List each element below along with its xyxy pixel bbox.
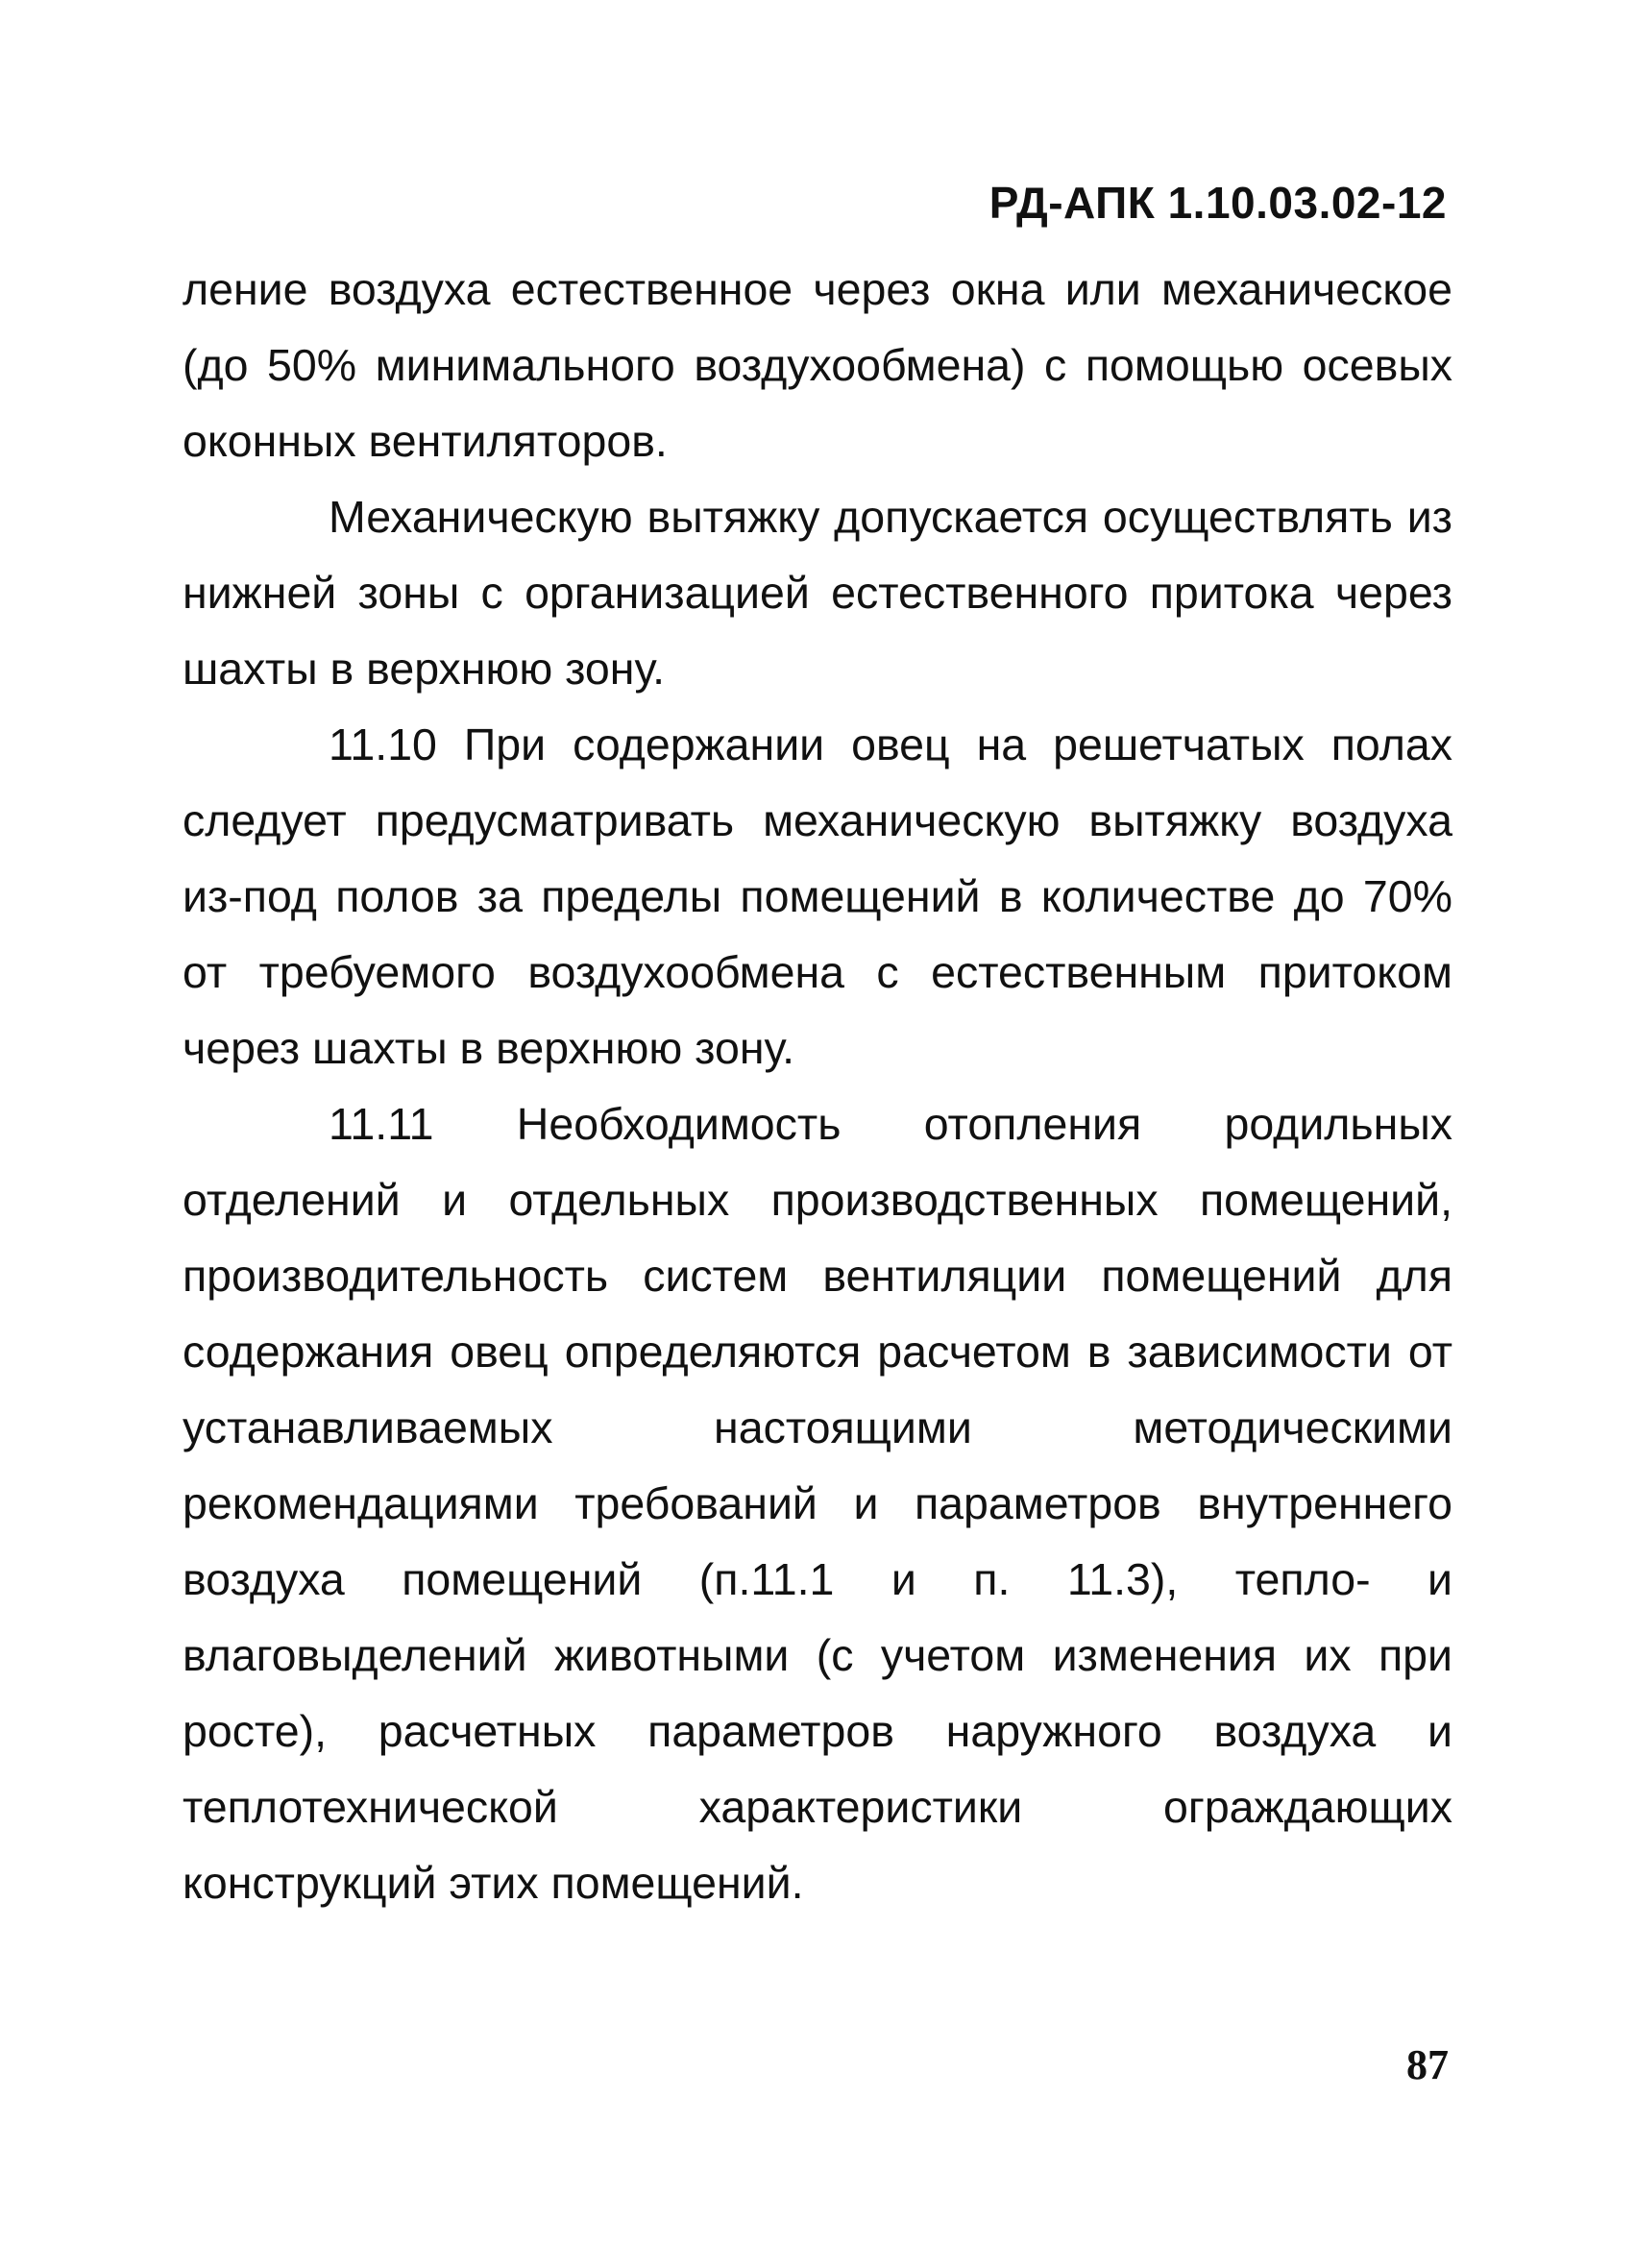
paragraph-mechanical-exhaust: Механическую вытяжку допускается осуществлять из нижней зоны с организацией естественного притока через шахты в верхнюю зону. <box>183 492 1452 694</box>
paragraph-continuation: ление воздуха естественное через окна или механическое (до 50% минимального воздухообмена) с помощью осевых оконных вентиляторов. <box>183 264 1452 466</box>
document-code: РД-АПК 1.10.03.02-12 <box>988 178 1447 228</box>
page-number: 87 <box>1406 2041 1449 2088</box>
paragraph-11-10: 11.10 При содержании овец на решетчатых полах следует предусматривать механическую вытяжку воздуха из-под полов за пределы помещений в количестве до 70% от требуемого воздухообмена с естественным притоком через шахты в верхнюю зону. <box>183 719 1452 1073</box>
body-text <box>183 252 1452 1921</box>
paragraph-11-11: 11.11 Необходимость отопления родильных отделений и отдельных производственных помещений, производительность систем вентиляции помещений для содержания овец определяются расчетом в зависимости от устанавливаемых настоящими методическими рекомендациями требований и параметров внутреннего воздуха помещений (п.11.1 и п. 11.3), тепло- и влаговыделений животными (с учетом изменения их при росте), расчетных параметров наружного воздуха и теплотехнической характеристики ограждающих конструкций этих помещений. <box>183 1099 1452 1908</box>
